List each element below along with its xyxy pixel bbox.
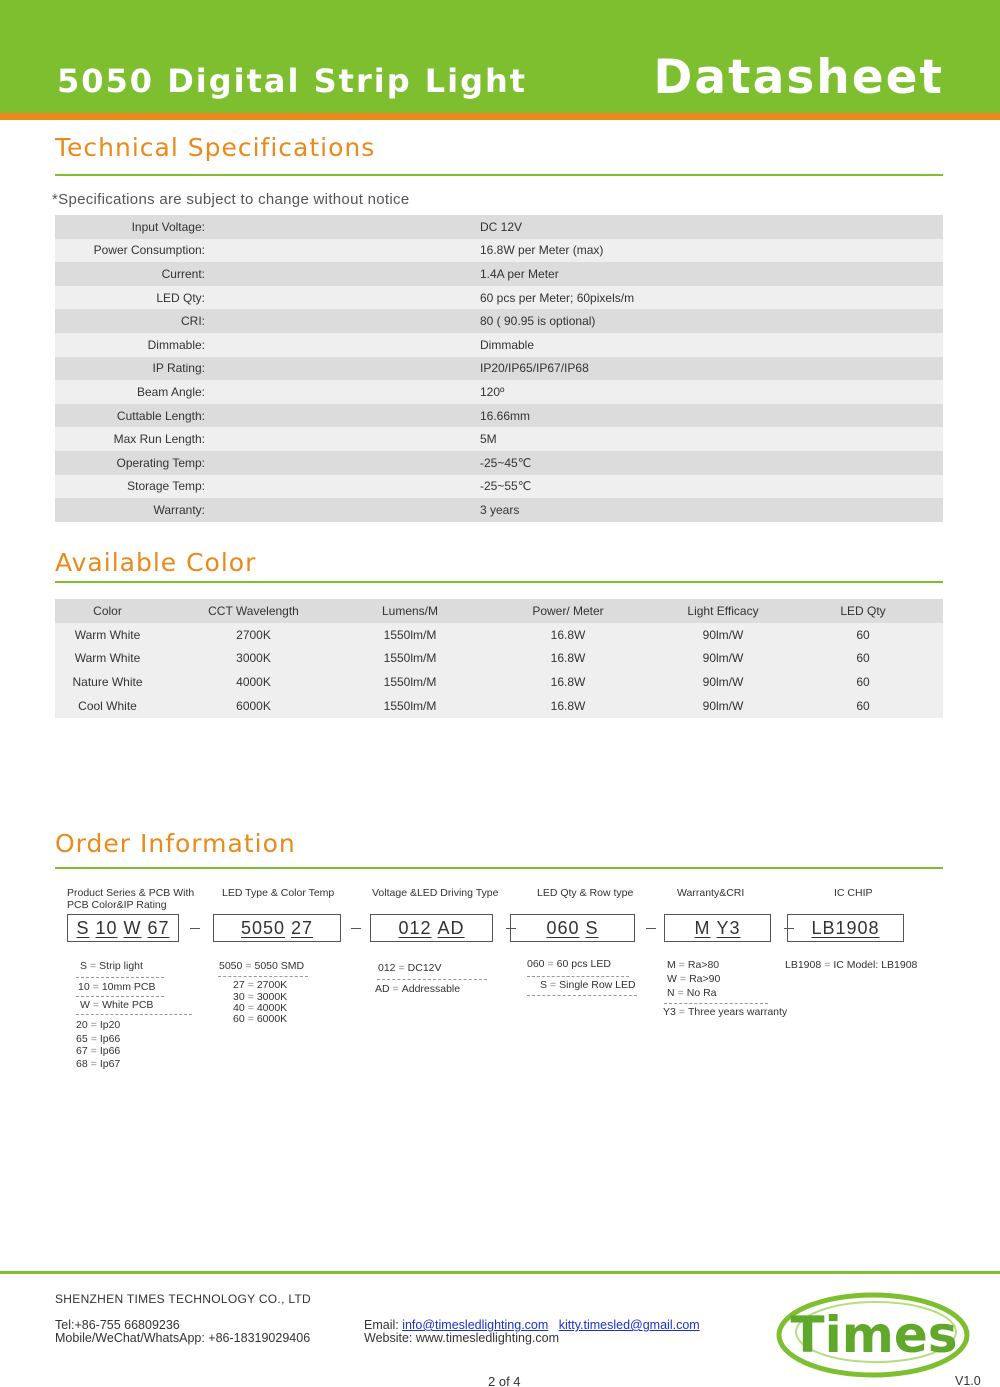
company-name: SHENZHEN TIMES TECHNOLOGY CO., LTD bbox=[55, 1292, 312, 1306]
color-cell: 60 bbox=[856, 699, 870, 714]
legend-item: 27 = 2700K bbox=[233, 979, 288, 991]
order-code-part: 27 bbox=[291, 917, 314, 938]
spec-value: Dimmable bbox=[480, 337, 535, 352]
legend-item: 012 = DC12V bbox=[378, 962, 442, 974]
logo-text: Times bbox=[790, 1306, 958, 1364]
order-code-part: LB1908 bbox=[811, 917, 880, 938]
spec-value: 80 ( 90.95 is optional) bbox=[480, 314, 596, 329]
spec-value: 16.66mm bbox=[480, 408, 531, 423]
available-color-title: Available Color bbox=[55, 548, 257, 577]
color-cell: 16.8W bbox=[550, 627, 586, 642]
mobile: Mobile/WeChat/WhatsApp: +86-18319029406 bbox=[55, 1331, 311, 1345]
color-cell: 90lm/W bbox=[702, 627, 744, 642]
spec-value: DC 12V bbox=[480, 219, 523, 234]
page-number: 2 of 4 bbox=[488, 1374, 521, 1387]
color-cell: 1550lm/M bbox=[383, 627, 437, 642]
order-separator bbox=[351, 928, 361, 929]
order-separator bbox=[506, 928, 516, 929]
tech-spec-title: Technical Specifications bbox=[55, 133, 376, 162]
spec-value: 16.8W per Meter (max) bbox=[480, 243, 604, 258]
spec-row bbox=[55, 427, 943, 451]
spec-table bbox=[55, 215, 943, 522]
column-header: CCT Wavelength bbox=[208, 603, 299, 618]
spec-label: Input Voltage: bbox=[131, 219, 205, 234]
spec-value: -25~55℃ bbox=[480, 479, 532, 494]
color-cell: 1550lm/M bbox=[383, 651, 437, 666]
color-cell: Nature White bbox=[72, 675, 143, 690]
spec-value: 60 pcs per Meter; 60pixels/m bbox=[480, 290, 635, 305]
color-cell: 4000K bbox=[236, 675, 271, 690]
spec-row bbox=[55, 309, 943, 333]
email-link-kitty[interactable]: kitty.timesled@gmail.com bbox=[558, 1318, 700, 1332]
email-link-info[interactable]: info@timesledlighting.com bbox=[402, 1318, 549, 1332]
spec-label: IP Rating: bbox=[152, 361, 205, 376]
order-separator bbox=[784, 928, 794, 929]
legend-divider bbox=[377, 979, 487, 980]
color-cell: 2700K bbox=[236, 627, 271, 642]
legend-item: 60 = 6000K bbox=[233, 1013, 288, 1025]
spec-label: LED Qty: bbox=[156, 290, 205, 305]
legend-item: 30 = 3000K bbox=[233, 991, 288, 1003]
legend-divider bbox=[218, 976, 308, 977]
footer-rule bbox=[0, 1271, 1000, 1274]
color-cell: 60 bbox=[856, 675, 870, 690]
email-label: Email: bbox=[364, 1318, 403, 1332]
legend-item: W = White PCB bbox=[80, 999, 154, 1011]
spec-row bbox=[55, 475, 943, 499]
color-cell: 1550lm/M bbox=[383, 675, 437, 690]
color-row bbox=[55, 694, 943, 718]
column-header: Color bbox=[93, 603, 122, 618]
spec-label: Cuttable Length: bbox=[116, 408, 205, 423]
spec-value: 3 years bbox=[480, 502, 520, 517]
order-code-part: S bbox=[76, 917, 90, 938]
order-group-label: Voltage &LED Driving Type bbox=[372, 887, 499, 899]
spec-row bbox=[55, 498, 943, 522]
color-cell: 16.8W bbox=[550, 699, 586, 714]
spec-row bbox=[55, 215, 943, 239]
product-title: 5050 Digital Strip Light bbox=[57, 62, 528, 100]
spec-row bbox=[55, 239, 943, 263]
color-cell: 16.8W bbox=[550, 675, 586, 690]
header-stripe bbox=[0, 113, 1000, 120]
spec-value: IP20/IP65/IP67/IP68 bbox=[480, 361, 589, 376]
order-code-box bbox=[787, 914, 904, 942]
order-info-title: Order Information bbox=[55, 829, 296, 858]
order-separator bbox=[190, 928, 200, 929]
legend-item: 40 = 4000K bbox=[233, 1002, 288, 1014]
color-cell: 1550lm/M bbox=[383, 699, 437, 714]
color-cell: 60 bbox=[856, 651, 870, 666]
legend-divider bbox=[527, 995, 637, 996]
order-code-box bbox=[664, 914, 771, 942]
legend-item: 65 = Ip66 bbox=[76, 1033, 121, 1045]
website: Website: www.timesledlighting.com bbox=[364, 1331, 559, 1345]
legend-item: LB1908 = IC Model: LB1908 bbox=[785, 959, 918, 971]
phone: Tel:+86-755 66809236 bbox=[55, 1318, 180, 1332]
spec-value: 1.4A per Meter bbox=[480, 266, 559, 281]
column-header: LED Qty bbox=[840, 603, 886, 618]
color-cell: 3000K bbox=[236, 651, 271, 666]
order-group-label: LED Type & Color Temp bbox=[222, 887, 335, 899]
spec-row bbox=[55, 357, 943, 381]
legend-divider bbox=[76, 977, 164, 978]
spec-label: Current: bbox=[161, 266, 205, 281]
color-row bbox=[55, 647, 943, 671]
legend-item: 060 = 60 pcs LED bbox=[527, 958, 611, 970]
color-cell: 90lm/W bbox=[702, 651, 744, 666]
order-code-part: W bbox=[123, 917, 142, 938]
spec-row bbox=[55, 451, 943, 475]
order-code-part: 67 bbox=[147, 917, 170, 938]
spec-value: 5M bbox=[480, 432, 497, 447]
times-logo bbox=[776, 1290, 972, 1378]
legend-item: 5050 = 5050 SMD bbox=[219, 960, 305, 972]
spec-row bbox=[55, 380, 943, 404]
section-rule bbox=[55, 581, 943, 583]
legend-divider bbox=[527, 976, 629, 977]
color-row bbox=[55, 623, 943, 647]
legend-item: M = Ra>80 bbox=[667, 959, 720, 971]
legend-item: N = No Ra bbox=[667, 987, 717, 999]
legend-item: AD = Addressable bbox=[375, 983, 461, 995]
legend-item: S = Single Row LED bbox=[540, 979, 636, 991]
spec-label: Operating Temp: bbox=[116, 455, 205, 470]
spec-label: Warranty: bbox=[153, 502, 205, 517]
column-header: Power/ Meter bbox=[532, 603, 604, 618]
color-cell: Cool White bbox=[78, 699, 137, 714]
section-rule bbox=[55, 174, 943, 176]
legend-item: Y3 = Three years warranty bbox=[663, 1006, 788, 1018]
color-cell: Warm White bbox=[74, 651, 141, 666]
spec-label: CRI: bbox=[181, 314, 205, 329]
color-cell: 90lm/W bbox=[702, 675, 744, 690]
order-code-part: AD bbox=[437, 917, 465, 938]
order-code-part: M bbox=[694, 917, 711, 938]
color-table bbox=[55, 599, 943, 718]
spec-row bbox=[55, 262, 943, 286]
order-group-label: IC CHIP bbox=[834, 887, 873, 899]
column-header: Lumens/M bbox=[381, 603, 439, 618]
legend-divider bbox=[76, 1014, 192, 1015]
color-cell: 90lm/W bbox=[702, 699, 744, 714]
spec-label: Power Consumption: bbox=[93, 243, 205, 258]
color-row bbox=[55, 670, 943, 694]
spec-value: -25~45℃ bbox=[480, 455, 532, 470]
order-code-part: 10 bbox=[95, 917, 118, 938]
spec-label: Max Run Length: bbox=[113, 432, 205, 447]
color-cell: 60 bbox=[856, 627, 870, 642]
order-code-box bbox=[510, 914, 635, 942]
order-code-part: 012 bbox=[398, 917, 432, 938]
order-separator bbox=[646, 928, 656, 929]
order-code-box bbox=[67, 914, 179, 942]
order-code-box bbox=[213, 914, 341, 942]
legend-item: 67 = Ip66 bbox=[76, 1045, 121, 1057]
order-code-part: S bbox=[585, 917, 599, 938]
color-table-header bbox=[55, 599, 943, 623]
spec-label: Dimmable: bbox=[147, 337, 205, 352]
legend-item: 68 = Ip67 bbox=[76, 1058, 121, 1070]
spec-label: Beam Angle: bbox=[136, 384, 205, 399]
legend-divider bbox=[664, 1003, 768, 1004]
color-cell: 16.8W bbox=[550, 651, 586, 666]
legend-divider bbox=[76, 996, 164, 997]
order-group-label: Product Series & PCB With PCB Color&IP Rating bbox=[67, 887, 195, 911]
order-group-label: LED Qty & Row type bbox=[537, 887, 634, 899]
spec-note: *Specifications are subject to change without notice bbox=[52, 191, 410, 208]
legend-item: W = Ra>90 bbox=[667, 973, 721, 985]
spec-row bbox=[55, 333, 943, 357]
color-cell: Warm White bbox=[74, 627, 141, 642]
datasheet-title: Datasheet bbox=[653, 50, 944, 105]
section-rule bbox=[55, 867, 943, 869]
order-code-part: Y3 bbox=[716, 917, 741, 938]
legend-item: 20 = Ip20 bbox=[76, 1019, 121, 1031]
legend-item: 10 = 10mm PCB bbox=[78, 981, 156, 993]
order-code-part: 060 bbox=[546, 917, 580, 938]
spec-row bbox=[55, 286, 943, 310]
spec-label: Storage Temp: bbox=[127, 479, 205, 494]
column-header: Light Efficacy bbox=[687, 603, 759, 618]
order-code-box bbox=[370, 914, 493, 942]
spec-row bbox=[55, 404, 943, 428]
version: V1.0 bbox=[955, 1374, 981, 1387]
order-code-part: 5050 bbox=[240, 917, 285, 938]
order-group-label: Warranty&CRI bbox=[677, 887, 745, 899]
color-cell: 6000K bbox=[236, 699, 271, 714]
legend-item: S = Strip light bbox=[80, 960, 143, 972]
spec-value: 120º bbox=[480, 384, 505, 399]
